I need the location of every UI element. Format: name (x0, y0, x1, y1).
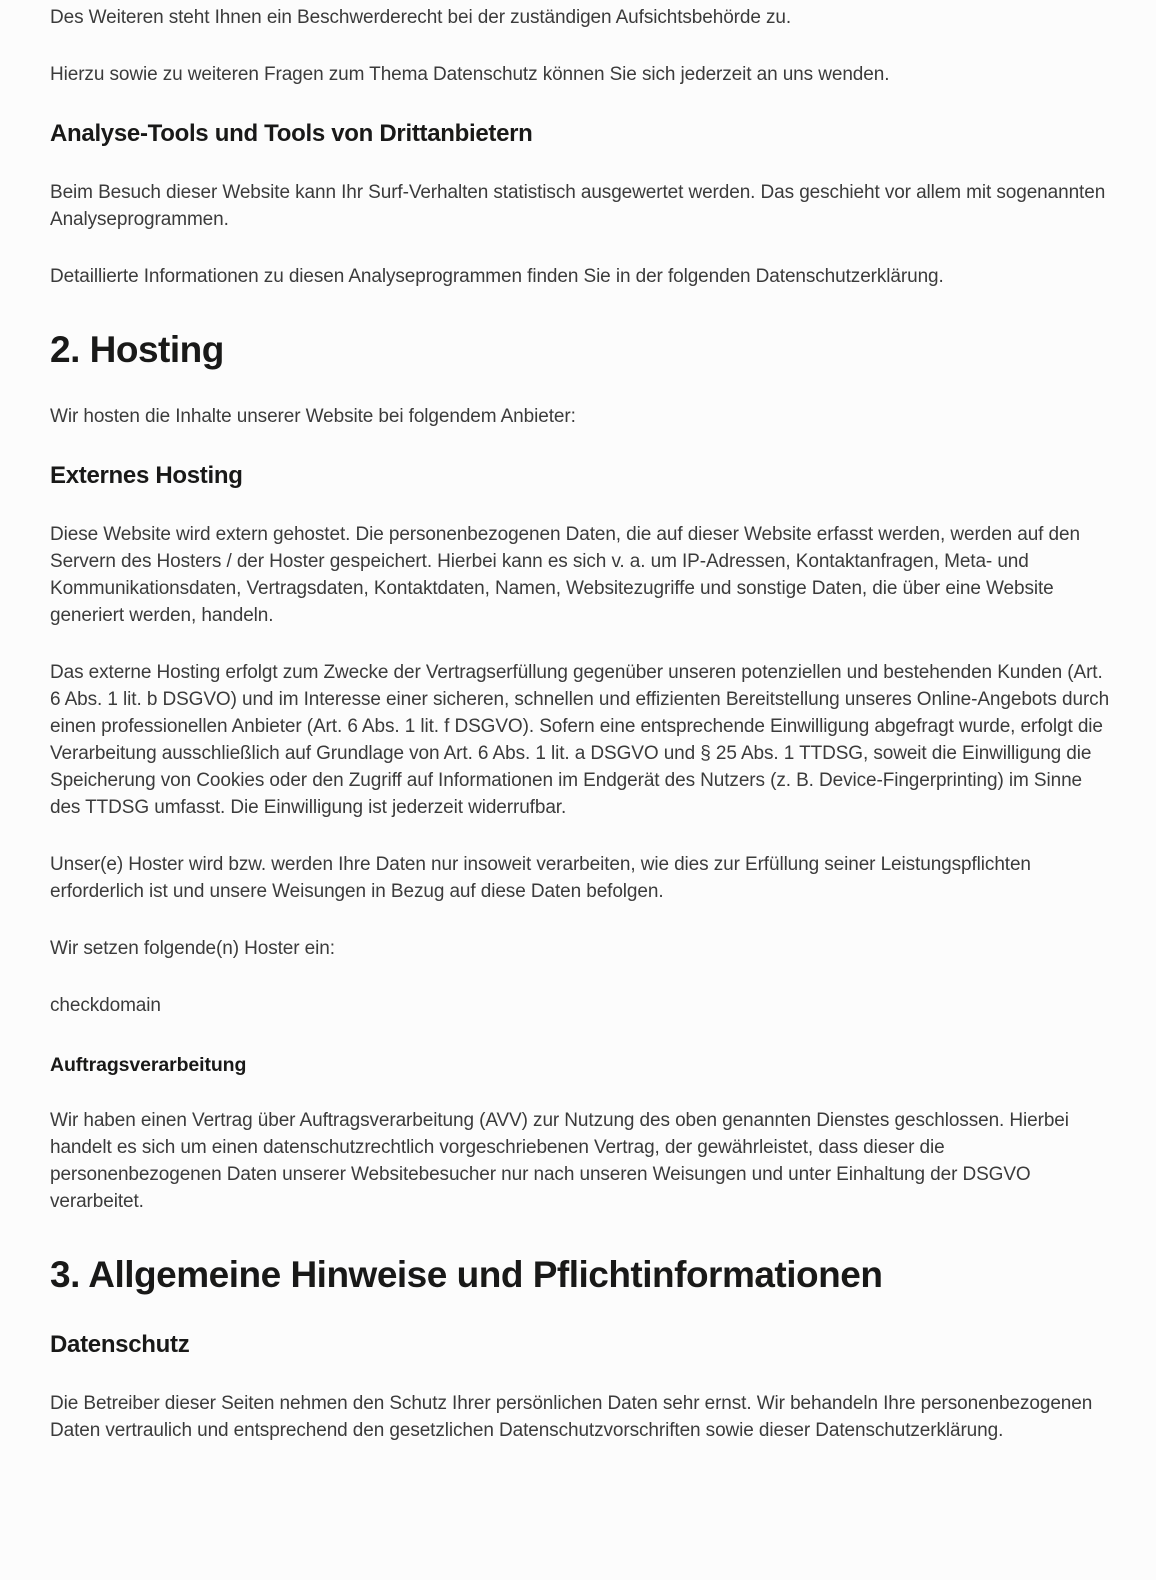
hoster-name: checkdomain (50, 994, 161, 1016)
paragraph-extern-gehostet: Diese Website wird extern gehostet. Die personenbezogenen Daten, die auf dieser Website erfasst werden, werden auf den Servern des Hosters / der Hoster gespeichert. Hierbei kann es sich v. a. um IP-Adressen, Kontaktanfragen, Meta- und Kommunikationsdaten, Vertragsdaten, Kontaktdaten, Namen, Websitezugriffe und sonstige Daten, die über eine Website generiert werden, handeln. (50, 524, 1080, 627)
paragraph-datenschutz-ernst: Die Betreiber dieser Seiten nehmen den Schutz Ihrer persönlichen Daten sehr ernst. Wir behandeln Ihre personenbezogenen Daten vertraulich und entsprechend den gesetzlichen Datenschutzvorschriften sowie dieser Datenschutzerklärung. (50, 1392, 1093, 1441)
heading-externes-hosting: Externes Hosting (50, 462, 243, 490)
paragraph-hosting-zweck: Das externe Hosting erfolgt zum Zwecke der Vertragserfüllung gegenüber unseren potenziellen und bestehenden Kunden (Art. 6 Abs. 1 lit. b DSGVO) und im Interesse einer sicheren, schnellen und effizienten Bereitstellung unseres Online-Angebots durch einen professionellen Anbieter (Art. 6 Abs. 1 lit. f DSGVO). Sofern eine entsprechende Einwilligung abgefragt wurde, erfolgt die Verarbeitung ausschließlich auf Grundlage von Art. 6 Abs. 1 lit. a DSGVO und § 25 Abs. 1 TTDSG, soweit die Einwilligung die Speicherung von Cookies oder den Zugriff auf Informationen im Endgerät des Nutzers (z. B. Device-Fingerprinting) im Sinne des TTDSG umfasst. Die Einwilligung ist jederzeit widerrufbar. (50, 662, 1110, 819)
paragraph-surf-verhalten: Beim Besuch dieser Website kann Ihr Surf-Verhalten statistisch ausgewertet werden. Das geschieht vor allem mit sogenannten Analyseprogrammen. (50, 181, 1106, 230)
paragraph-hosting-intro: Wir hosten die Inhalte unserer Website bei folgendem Anbieter: (50, 406, 576, 428)
heading-datenschutz: Datenschutz (50, 1330, 190, 1358)
paragraph-hoster-list-intro: Wir setzen folgende(n) Hoster ein: (50, 937, 335, 959)
paragraph-complaint-right: Des Weiteren steht Ihnen ein Beschwerderecht bei der zuständigen Aufsichtsbehörde zu. (50, 7, 792, 28)
paragraph-contact-anytime: Hierzu sowie zu weiteren Fragen zum Thema Datenschutz können Sie sich jederzeit an uns wenden. (50, 63, 890, 85)
paragraph-detaillierte-informationen: Detaillierte Informationen zu diesen Analyseprogrammen finden Sie in der folgenden Datenschutzerklärung. (50, 265, 944, 287)
paragraph-hoster-weisungen: Unser(e) Hoster wird bzw. werden Ihre Daten nur insoweit verarbeiten, wie dies zur Erfüllung seiner Leistungspflichten erforderlich ist und unsere Weisungen in Bezug auf diese Daten befolgen. (50, 854, 1031, 903)
heading-analyse-tools: Analyse-Tools und Tools von Drittanbietern (50, 119, 533, 147)
heading-auftragsverarbeitung: Auftragsverarbeitung (50, 1053, 247, 1076)
heading-section-2-hosting: 2. Hosting (50, 328, 224, 370)
paragraph-avv-vertrag: Wir haben einen Vertrag über Auftragsverarbeitung (AVV) zur Nutzung des oben genannten Dienstes geschlossen. Hierbei handelt es sich um einen datenschutzrechtlich vorgeschriebenen Vertrag, der gewährleistet, dass dieser die personenbezogenen Daten unserer Websitebesucher nur nach unseren Weisungen und unter Einhaltung der DSGVO verarbeitet. (50, 1110, 1069, 1213)
heading-section-3-allgemeine-hinweise: 3. Allgemeine Hinweise und Pflichtinformationen (50, 1254, 883, 1296)
